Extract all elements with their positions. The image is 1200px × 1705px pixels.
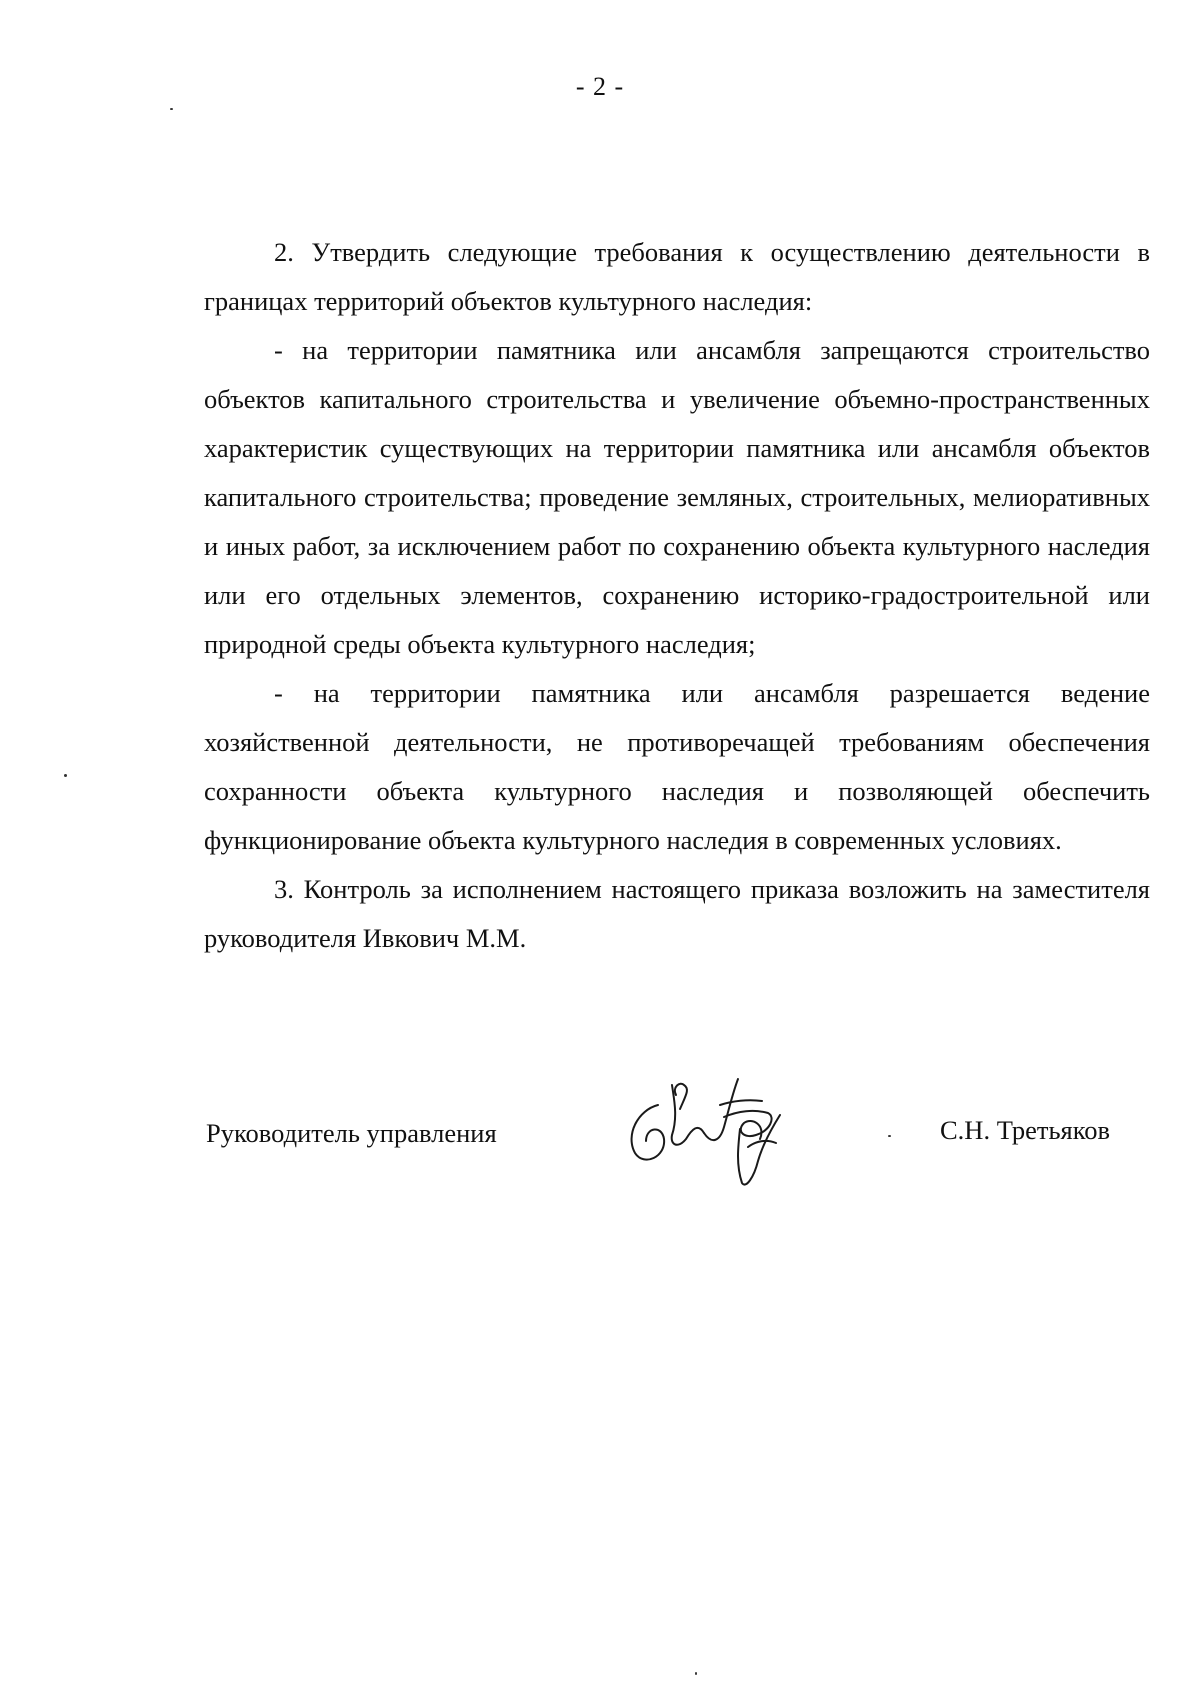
scan-speck	[170, 108, 173, 110]
signature-block	[0, 1085, 1200, 1215]
scan-speck	[64, 774, 67, 777]
signer-position: Руководитель управления	[206, 1118, 497, 1148]
scan-speck	[695, 1672, 697, 1675]
handwritten-signature	[620, 1065, 810, 1195]
signer-name: С.Н. Третьяков	[940, 1115, 1111, 1145]
page-number: - 2 -	[575, 72, 625, 101]
paragraph-3: 3. Контроль за исполнением настоящего приказа возложить на заместителя руководителя Ивкович М.М.	[204, 874, 1150, 953]
paragraph-2: 2. Утвердить следующие требования к осуществлению деятельности в границах территорий объектов культурного наследия:	[204, 237, 1150, 316]
paragraph-permissions: - на территории памятника или ансамбля разрешается ведение хозяйственной деятельности, не противоречащей требованиям обеспечения сохранности объекта культурного наследия и позволяющей обеспечить функционирование объекта культурного наследия в современных условиях.	[204, 678, 1150, 855]
document-body	[204, 228, 1150, 963]
scan-speck	[888, 1135, 891, 1137]
paragraph-prohibitions: - на территории памятника или ансамбля запрещаются строительство объектов капитального строительства и увеличение объемно-пространственных характеристик существующих на территории памятника или ансамбля объектов капитального строительства; проведение земляных, строительных, мелиоративных и иных работ, за исключением работ по сохранению объекта культурного наследия или его отдельных элементов, сохранению историко-градостроительной или природной среды объекта культурного наследия;	[204, 335, 1150, 659]
